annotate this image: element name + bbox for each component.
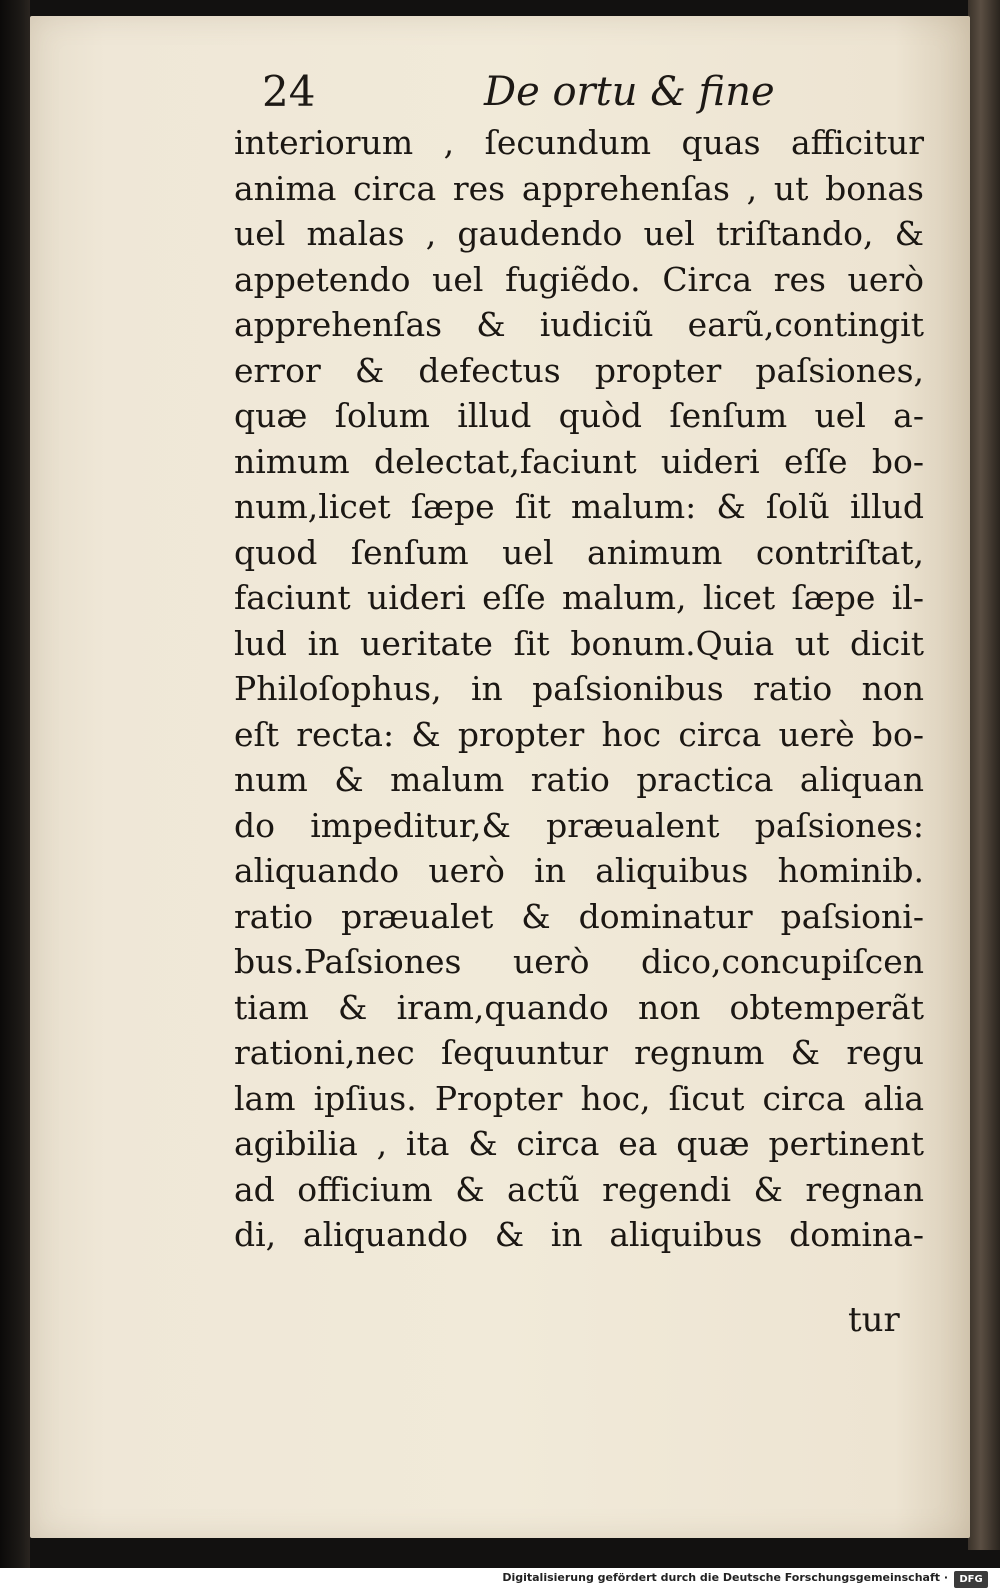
text-line: Philoſophus, in paſsionibus ratio non <box>234 669 924 708</box>
text-line: eſt recta: & propter hoc circa uerè bo- <box>234 714 924 754</box>
text-line: do impeditur,& præualent paſsiones: <box>234 805 924 845</box>
page-number: 24 <box>262 67 316 116</box>
text-line: rationi,nec ſequuntur regnum & regu <box>234 1033 924 1072</box>
page-edge <box>968 0 1000 1550</box>
text-line: lud in ueritate ſit bonum.Quia ut dicit <box>234 623 924 663</box>
body-text <box>234 120 924 1258</box>
text-line: apprehenſas & iudiciũ earũ,contingit <box>234 305 924 344</box>
text-line: aliquando uerò in aliquibus hominib. <box>234 851 924 890</box>
text-line: num & malum ratio practica aliquan <box>234 760 924 799</box>
text-line: quæ ſolum illud quòd ſenſum uel a- <box>234 396 924 435</box>
funding-credit: Digitalisierung gefördert durch die Deutsche Forschungsgemeinschaft · <box>502 1571 948 1584</box>
text-line: interiorum , ſecundum quas afficitur <box>234 123 924 162</box>
catchword: tur <box>848 1300 900 1340</box>
digitization-footer <box>0 1568 1000 1592</box>
text-line: error & defectus propter paſsiones, <box>234 350 924 390</box>
text-line: bus.Paſsiones uerò dico,concupiſcen <box>234 942 924 981</box>
text-line: anima circa res apprehenſas , ut bonas <box>234 168 924 208</box>
text-line: quod ſenſum uel animum contriſtat, <box>234 532 924 572</box>
text-line: faciunt uideri eſſe malum, licet ſæpe il- <box>234 578 924 617</box>
book-spine-shadow <box>0 0 30 1592</box>
text-line: tiam & iram,quando non obtemperãt <box>234 987 924 1027</box>
text-line: agibilia , ita & circa ea quæ pertinent <box>234 1124 924 1163</box>
text-line: lam ipſius. Propter hoc, ſicut circa alia <box>234 1078 924 1118</box>
text-line: di, aliquando & in aliquibus domina- <box>234 1215 924 1254</box>
text-line: ad officium & actũ regendi & regnan <box>234 1169 924 1209</box>
text-line: appetendo uel fugiẽdo. Circa res uerò <box>234 259 924 299</box>
page-header <box>262 62 775 122</box>
text-line: ratio præualet & dominatur paſsioni- <box>234 896 924 936</box>
running-title: De ortu & fine <box>484 69 775 115</box>
text-line: num,licet ſæpe ſit malum: & ſolũ illud <box>234 487 924 526</box>
dfg-logo-icon: DFG <box>954 1571 988 1588</box>
text-line: nimum delectat,faciunt uideri eſſe bo- <box>234 441 924 481</box>
text-line: uel malas , gaudendo uel triſtando, & <box>234 214 924 253</box>
